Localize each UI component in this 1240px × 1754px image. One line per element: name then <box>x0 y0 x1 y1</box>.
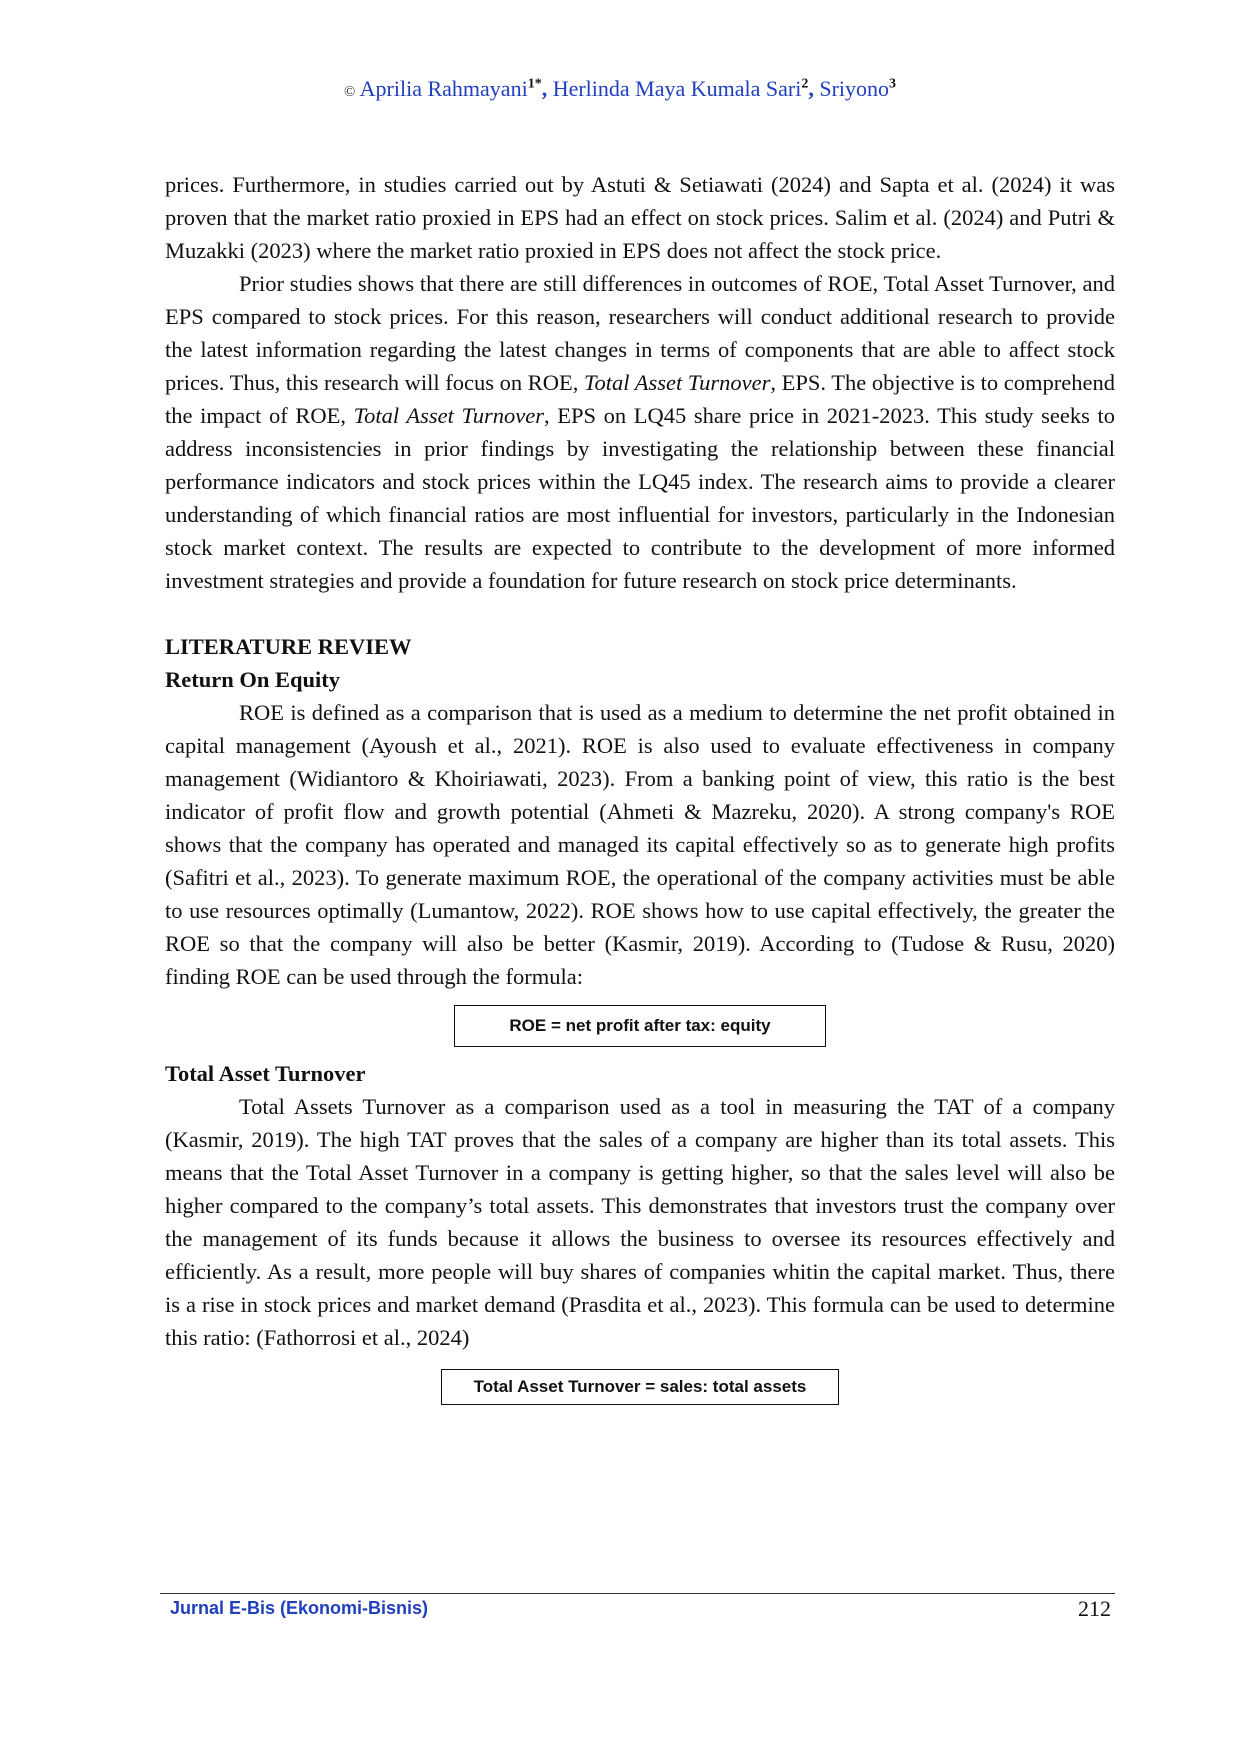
text-segment: , EPS. The objective is to comprehend the impact of ROE, <box>165 370 1116 428</box>
author-name-3: Sriyono <box>819 76 890 101</box>
author-name-2: Herlinda Maya Kumala Sari <box>552 76 802 101</box>
running-header-authors <box>0 76 1240 102</box>
main-text <box>165 168 1115 1415</box>
author-separator: , <box>541 76 548 101</box>
footer-journal-name: Jurnal E-Bis (Ekonomi-Bisnis) <box>170 1598 429 1618</box>
text-segment: Prior studies shows that there are still differences in outcomes of ROE, Total Asset Turnover, and EPS compared to stock prices. For this reason, researchers will conduct additional research to provide the latest information regarding the latest changes in terms of components that are able to affect stock prices. Thus, this research will focus on ROE, <box>165 271 1115 395</box>
section-heading-literature-review: LITERATURE REVIEW <box>165 634 412 659</box>
subsection-heading-tat: Total Asset Turnover <box>165 1061 366 1086</box>
paragraph-continued-prices: prices. Furthermore, in studies carried out by Astuti & Setiawati (2024) and Sapta et al. (2024) it was proven that the market ratio proxied in EPS had an effect on stock prices. Salim et al. (2024) and Putri & Muzakki (2023) where the market ratio proxied in EPS does not affect the stock price. <box>165 172 1115 263</box>
copyright-symbol: © <box>343 84 356 100</box>
text-segment: , EPS on LQ45 share price in 2021-2023. This study seeks to address inconsistencies in prior findings by investigating the relationship between these financial performance indicators and stock prices within the LQ45 index. The research aims to provide a clearer understanding of which financial ratios are most influential for investors, particularly in the Indonesian stock market context. The results are expected to contribute to the development of more informed investment strategies and provide a foundation for future research on stock price determinants. <box>165 403 1116 593</box>
subsection-heading-roe: Return On Equity <box>165 667 341 692</box>
section-spacer <box>165 597 1115 630</box>
italic-term: Total Asset Turnover <box>353 403 544 428</box>
paragraph-tat: Total Assets Turnover as a comparison used as a tool in measuring the TAT of a company (Kasmir, 2019). The high TAT proves that the sales of a company are higher than its total assets. This means that the Total Asset Turnover in a company is getting higher, so that the sales level will also be higher compared to the company’s total assets. This demonstrates that investors trust the company over the management of its funds because it allows the business to oversee its resources effectively and efficiently. As a result, more people will buy shares of companies whitin the capital market. Thus, there is a rise in stock prices and market demand (Prasdita et al., 2023). This formula can be used to determine this ratio: (Fathorrosi et al., 2024) <box>165 1094 1115 1350</box>
author-3-affiliation: 3 <box>889 76 897 92</box>
formula-box-tat: Total Asset Turnover = sales: total assets <box>441 1369 839 1405</box>
footer-divider <box>160 1593 1115 1594</box>
paragraph-roe: ROE is defined as a comparison that is used as a medium to determine the net profit obtained in capital management (Ayoush et al., 2021). ROE is also used to evaluate effectiveness in company management (Widiantoro & Khoiriawati, 2023). From a banking point of view, this ratio is the best indicator of profit flow and growth potential (Ahmeti & Mazreku, 2020). A strong company's ROE shows that the company has operated and managed its capital effectively so as to generate high profits (Safitri et al., 2023). To generate maximum ROE, the operational of the company activities must be able to use resources optimally (Lumantow, 2022). ROE shows how to use capital effectively, the greater the ROE so that the company will also be better (Kasmir, 2019). According to (Tudose & Rusu, 2020) finding ROE can be used through the formula: <box>165 700 1115 989</box>
author-separator: , <box>808 76 814 101</box>
author-2-affiliation: 2 <box>801 76 809 92</box>
author-name-1: Aprilia Rahmayani <box>359 76 528 101</box>
footer-page-number: 212 <box>1078 1596 1111 1621</box>
formula-box-roe: ROE = net profit after tax: equity <box>454 1005 826 1047</box>
italic-term: Total Asset Turnover <box>584 370 771 395</box>
paragraph-prior-studies <box>165 267 1115 597</box>
author-1-affiliation: 1* <box>527 76 542 92</box>
